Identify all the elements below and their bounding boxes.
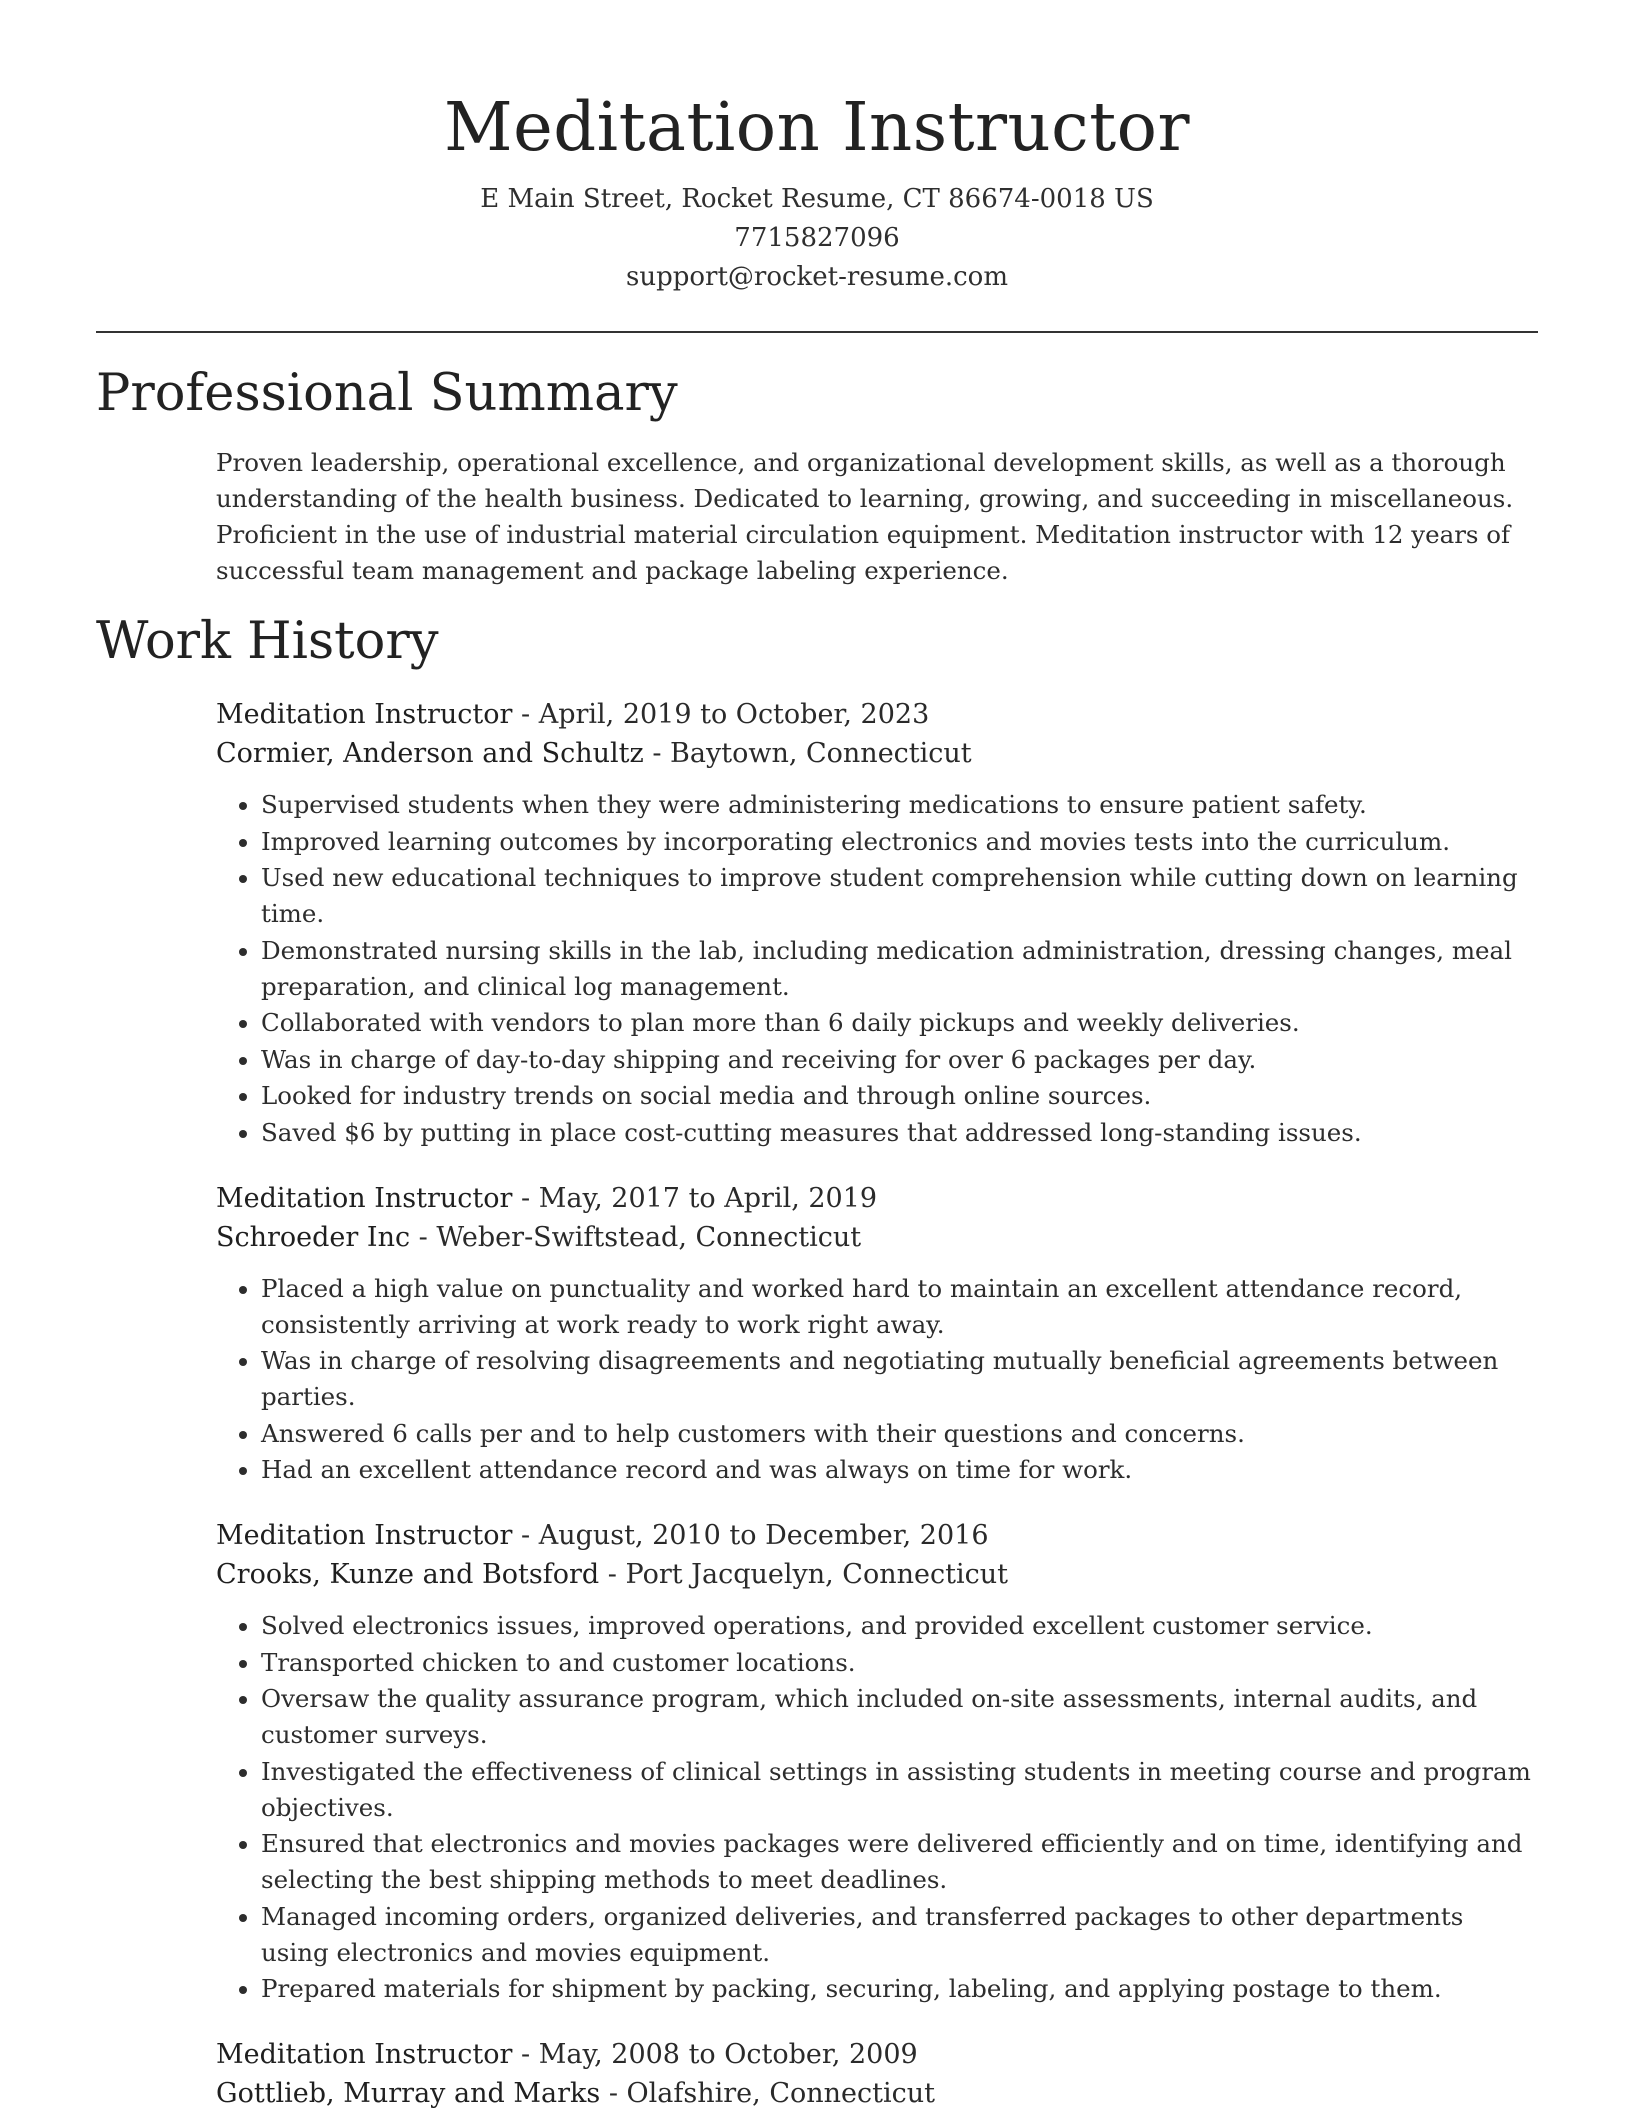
job-location: - Baytown, Connecticut — [643, 738, 972, 769]
job-role: Meditation Instructor — [216, 1520, 513, 1551]
job-bullets — [216, 787, 1538, 1151]
job-bullet: • Looked for industry trends on social media and through online sources. — [261, 1078, 1538, 1114]
contact-info — [96, 180, 1538, 297]
job-company-line — [216, 734, 1538, 773]
job-role: Meditation Instructor — [216, 1182, 513, 1214]
job-bullet: • Supervised students when they were administering medications to ensure patient safety. — [261, 787, 1538, 823]
job-bullet: • Prepared materials for shipment by packing, securing, labeling, and applying postage to them. — [261, 1971, 1538, 2007]
job-bullet: • Was in charge of day-to-day shipping and receiving for over 6 packages per day. — [261, 1042, 1538, 1078]
job-bullet: • Was in charge of resolving disagreements and negotiating mutually beneficial agreements between parties. — [261, 1343, 1538, 1415]
job-company: Cormier, Anderson and Schultz — [216, 738, 644, 769]
job-bullet: • Placed a high value on punctuality and worked hard to maintain an excellent attendance record, consistently arriving at work ready to work right away. — [261, 1271, 1538, 1343]
job-location: - Port Jacquelyn, Connecticut — [599, 1559, 1008, 1590]
resume-header — [96, 0, 1538, 297]
job-bullet: • Demonstrated nursing skills in the lab, including medication administration, dressing changes, meal preparation, and clinical log management. — [261, 933, 1538, 1005]
job-company: Crooks, Kunze and Botsford — [216, 1559, 600, 1590]
header-divider — [96, 331, 1538, 333]
job-bullet: • Improved learning outcomes by incorporating electronics and movies tests into the curriculum. — [261, 824, 1538, 860]
job-bullet: • Had an excellent attendance record and was always on time for work. — [261, 1452, 1538, 1488]
summary-text: Proven leadership, operational excellence, and organizational development skills, as well as a thorough understanding of the health business. Dedicated to learning, growing, and succeeding in miscellaneous. Proficient in the use of industrial material circulation equipment. Meditation instructor with 12 years of successful team management and package labeling experience. — [216, 448, 1514, 585]
job-role: Meditation Instructor — [216, 699, 513, 730]
work-history-heading: Work History — [96, 612, 439, 671]
phone-number: 7715827096 — [734, 223, 900, 253]
job-entry — [216, 1179, 1538, 1489]
job-company: Gottlieb, Murray and Marks — [216, 2078, 601, 2109]
job-bullet: • Answered 6 calls per and to help customers with their questions and concerns. — [261, 1416, 1538, 1452]
job-entry — [216, 2035, 1538, 2113]
job-location: - Olafshire, Connecticut — [600, 2078, 935, 2109]
job-dates: - May, 2017 to April, 2019 — [512, 1182, 878, 1214]
job-bullets — [216, 1608, 1538, 2007]
job-bullet: • Ensured that electronics and movies packages were delivered efficiently and on time, identifying and selecting the best shipping methods to meet deadlines. — [261, 1826, 1538, 1898]
job-company: Schroeder Inc — [216, 1221, 411, 1253]
job-title-line — [216, 695, 1538, 734]
job-title-line — [216, 2035, 1538, 2074]
email-address: support@rocket-resume.com — [625, 262, 1008, 292]
job-dates: - April, 2019 to October, 2023 — [512, 699, 930, 730]
job-bullet: • Transported chicken to and customer locations. — [261, 1645, 1538, 1681]
address: E Main Street, Rocket Resume, CT 86674-0018 US — [480, 184, 1154, 214]
summary-heading: Professional Summary — [96, 364, 678, 423]
job-entry — [216, 1516, 1538, 2007]
job-bullet: • Investigated the effectiveness of clinical settings in assisting students in meeting course and program objectives. — [261, 1754, 1538, 1826]
candidate-name: Meditation Instructor — [444, 88, 1190, 166]
job-bullet: • Saved $6 by putting in place cost-cutting measures that addressed long-standing issues. — [261, 1115, 1538, 1151]
job-company-line — [216, 1555, 1538, 1594]
job-location: - Weber-Swiftstead, Connecticut — [410, 1221, 862, 1253]
job-bullets — [216, 1271, 1538, 1489]
job-title-line — [216, 1516, 1538, 1555]
job-role: Meditation Instructor — [216, 2039, 513, 2070]
job-dates: - May, 2008 to October, 2009 — [512, 2039, 918, 2070]
resume-page — [96, 0, 1538, 2113]
job-bullet: • Oversaw the quality assurance program, which included on-site assessments, internal audits, and customer surveys. — [261, 1681, 1538, 1753]
job-entry — [216, 695, 1538, 1151]
job-title-line — [216, 1179, 1538, 1218]
job-company-line — [216, 1218, 1538, 1257]
job-bullet: • Solved electronics issues, improved operations, and provided excellent customer service. — [261, 1608, 1538, 1644]
job-bullet: • Used new educational techniques to improve student comprehension while cutting down on learning time. — [261, 860, 1538, 932]
job-dates: - August, 2010 to December, 2016 — [512, 1520, 989, 1551]
job-company-line — [216, 2074, 1538, 2113]
job-bullet: • Collaborated with vendors to plan more than 6 daily pickups and weekly deliveries. — [261, 1005, 1538, 1041]
job-bullet: • Managed incoming orders, organized deliveries, and transferred packages to other departments using electronics and movies equipment. — [261, 1899, 1538, 1971]
